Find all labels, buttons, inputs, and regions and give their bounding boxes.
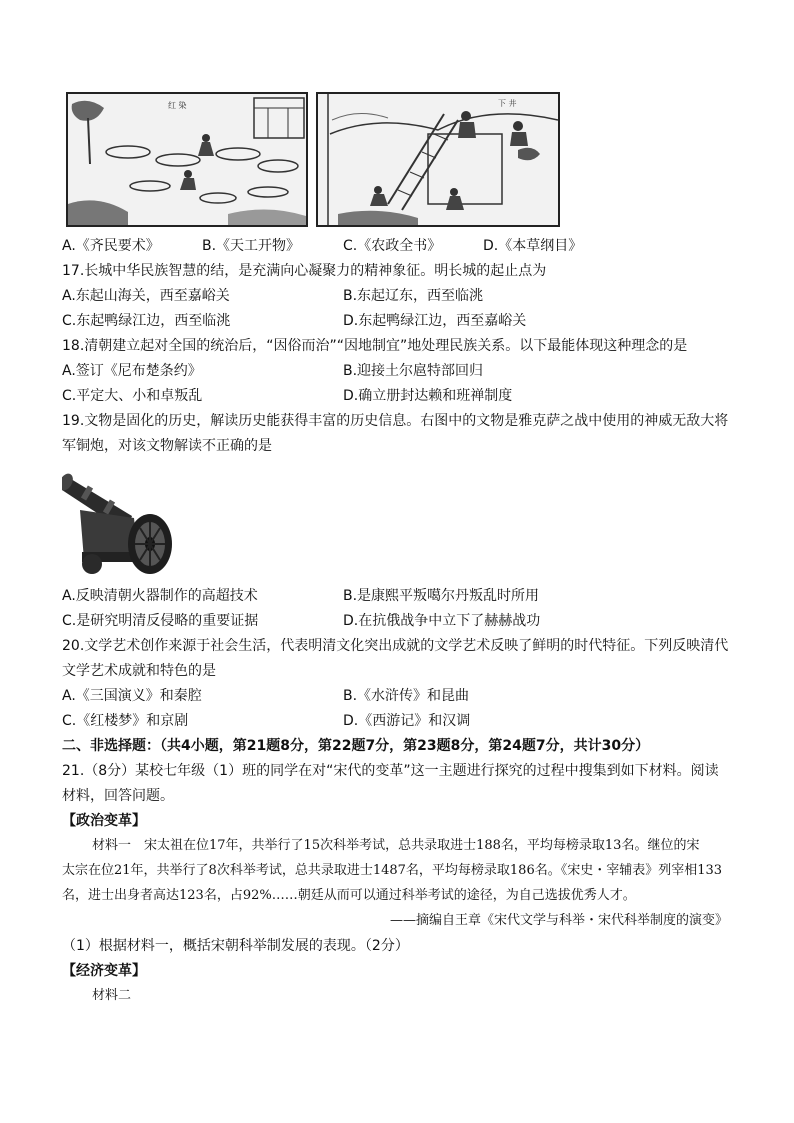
q19-option-c: C.是研究明清反侵略的重要证据 — [62, 613, 259, 629]
q17-option-a: A.东起山海关，西至嘉峪关 — [62, 288, 230, 304]
mining-woodcut-image — [316, 92, 560, 227]
q18-option-a: A.签订《尼布楚条约》 — [62, 363, 202, 379]
q19-option-d: D.在抗俄战争中立下了赫赫战功 — [343, 613, 541, 629]
q16-option-a: A.《齐民要术》 — [62, 238, 160, 254]
q18-option-b: B.迎接土尔扈特部回归 — [343, 363, 484, 379]
q17-stem: 17.长城中华民族智慧的结，是充满向心凝聚力的精神象征。明长城的起止点为 — [62, 263, 547, 279]
right-caption: 下 井 — [498, 99, 517, 108]
q18-stem: 18.清朝建立起对全国的统治后，“因俗而治”“因地制宜”地处理民族关系。以下最能体现这种理念的是 — [62, 338, 688, 354]
q21-stem-line1: 21.（8分）某校七年级（1）班的同学在对“宋代的变革”这一主题进行探究的过程中搜集到如下材料。阅读 — [62, 763, 719, 779]
q16-option-b: B.《天工开物》 — [202, 238, 301, 254]
cannon-artifact-image — [62, 460, 174, 578]
cannon-illustration — [62, 460, 174, 578]
q19-option-b: B.是康熙平叛噶尔丹叛乱时所用 — [343, 588, 540, 604]
q16-option-d: D.《本草纲目》 — [483, 238, 583, 254]
left-caption: 红 染 — [168, 101, 187, 110]
political-reform-heading: 【政治变革】 — [62, 813, 146, 829]
q20-stem-line1: 20.文学艺术创作来源于社会生活，代表明清文化突出成就的文学艺术反映了鲜明的时代特征。下列反映清代 — [62, 638, 729, 654]
q17-option-d: D.东起鸭绿江边，西至嘉峪关 — [343, 313, 527, 329]
dyeing-woodcut-illustration — [68, 94, 306, 225]
q20-option-c: C.《红楼梦》和京剧 — [62, 713, 189, 729]
q21-question1: （1）根据材料一，概括宋朝科举制发展的表现。（2分） — [62, 938, 409, 954]
q18-option-d: D.确立册封达赖和班禅制度 — [343, 388, 513, 404]
q17-option-c: C.东起鸭绿江边，西至临洮 — [62, 313, 231, 329]
q20-stem-line2: 文学艺术成就和特色的是 — [62, 663, 216, 679]
q17-option-b: B.东起辽东，西至临洮 — [343, 288, 484, 304]
material2-label: 材料二 — [92, 988, 132, 1003]
material1-line2: 太宗在位21年，共举行了8次科举考试，总共录取进士1487名，平均每榜录取186名。《宋史・宰辅表》列宰相133 — [62, 863, 723, 878]
material1-line1: 材料一 宋太祖在位17年，共举行了15次科举考试，总共录取进士188名，平均每榜录取13名。继位的宋 — [92, 838, 700, 853]
q19-stem-line2: 军铜炮，对该文物解读不正确的是 — [62, 438, 272, 454]
mining-woodcut-illustration — [318, 94, 558, 225]
section2-heading: 二、非选择题：（共4小题，第21题8分，第22题7分，第23题8分，第24题7分，共计30分） — [62, 738, 650, 754]
material1-line3: 名，进士出身者高达123名，占92%……朝廷从而可以通过科举考试的途径，为自己选拔优秀人才。 — [62, 888, 636, 903]
q19-option-a: A.反映清朝火器制作的高超技术 — [62, 588, 258, 604]
economic-reform-heading: 【经济变革】 — [62, 963, 146, 979]
q21-stem-line2: 材料，回答问题。 — [62, 788, 174, 804]
q20-option-b: B.《水浒传》和昆曲 — [343, 688, 470, 704]
q20-option-d: D.《西游记》和汉调 — [343, 713, 471, 729]
material1-source: ——摘编自王章《宋代文学与科举・宋代科举制度的演变》 — [389, 913, 728, 928]
q19-stem-line1: 19.文物是固化的历史，解读历史能获得丰富的历史信息。右图中的文物是雅克萨之战中使用的神威无敌大将 — [62, 413, 729, 429]
dyeing-woodcut-image — [66, 92, 308, 227]
q16-option-c: C.《农政全书》 — [343, 238, 442, 254]
q18-option-c: C.平定大、小和卓叛乱 — [62, 388, 203, 404]
q20-option-a: A.《三国演义》和秦腔 — [62, 688, 202, 704]
